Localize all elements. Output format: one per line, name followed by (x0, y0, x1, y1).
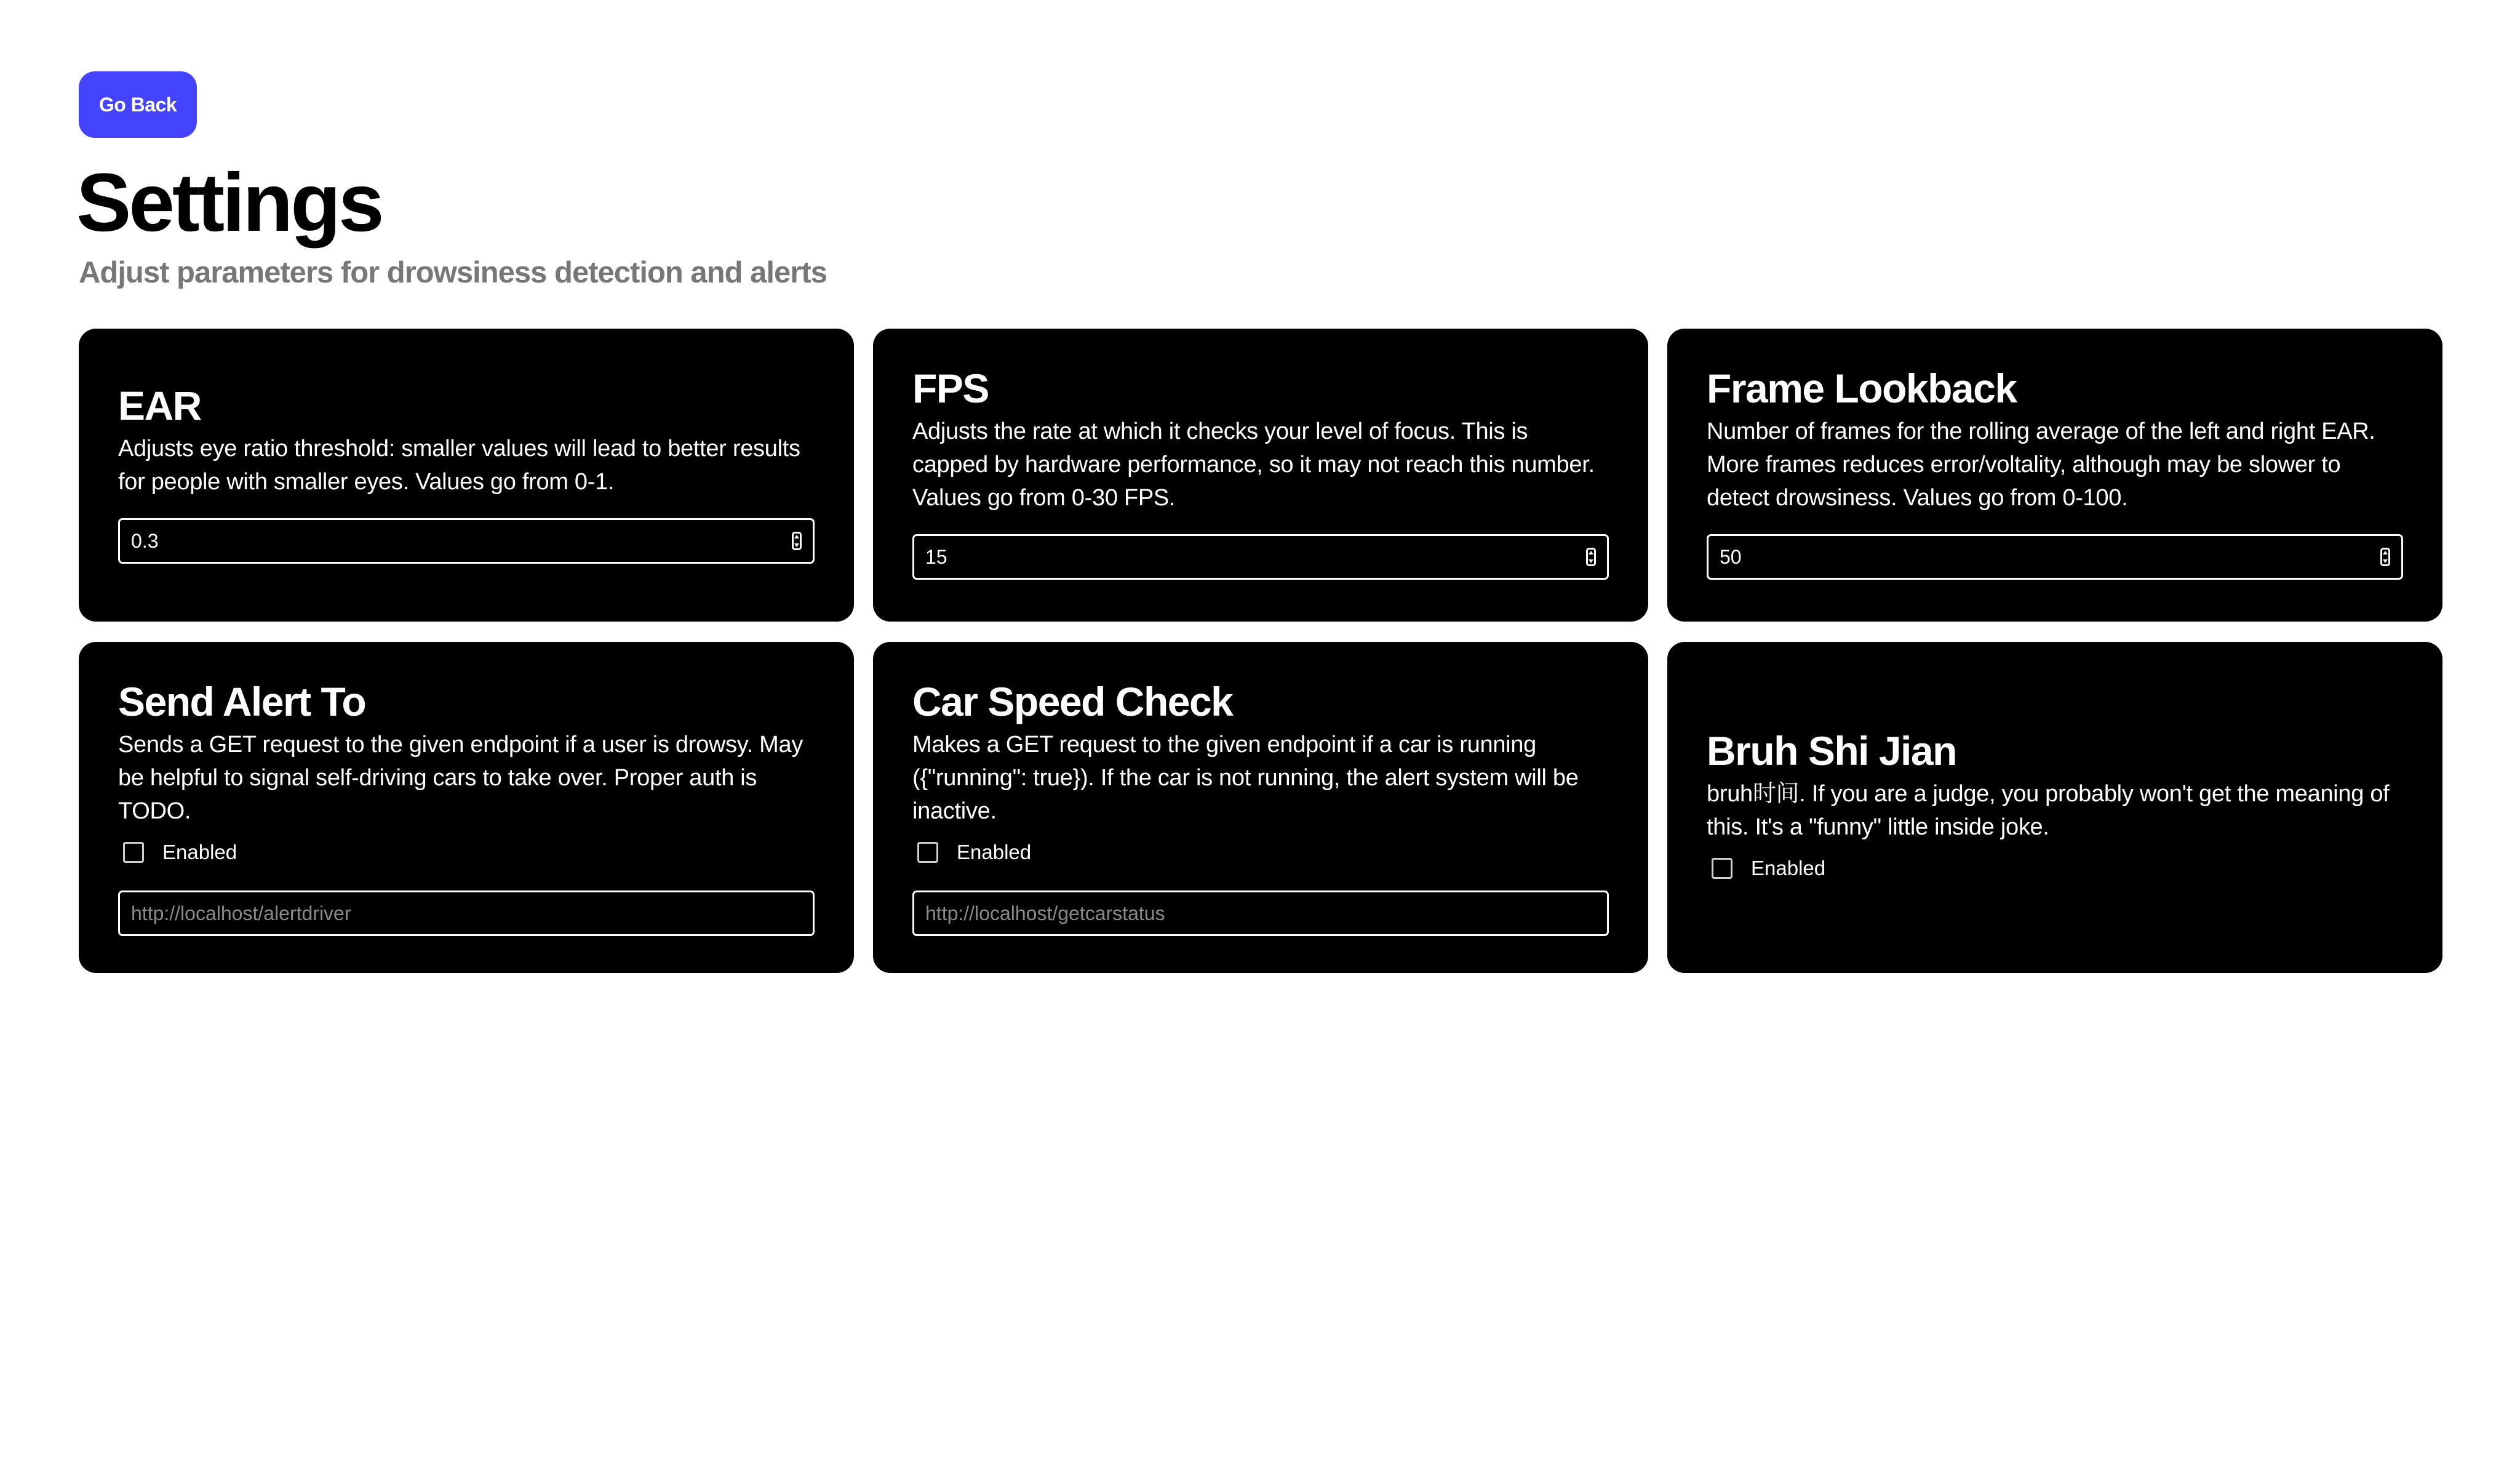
car-speed-enabled-label: Enabled (957, 841, 1032, 863)
bruh-description: bruh时间. If you are a judge, you probably won't get the meaning of this. It's a "funny" little inside joke. (1707, 781, 2390, 840)
fps-card (873, 329, 1648, 622)
page-title: Settings (76, 157, 382, 249)
bruh-enabled-row[interactable] (1707, 855, 2403, 882)
fps-title: FPS (912, 366, 989, 411)
car-speed-enabled-checkbox[interactable] (917, 842, 938, 863)
send-alert-url-input[interactable] (131, 902, 802, 925)
car-speed-card (873, 642, 1648, 973)
send-alert-description: Sends a GET request to the given endpoint if a user is drowsy. May be helpful to signal self-driving cars to take over. Proper auth is TODO. (118, 732, 803, 824)
frame-lookback-card (1667, 329, 2442, 622)
go-back-button[interactable]: Go Back (79, 71, 197, 138)
ear-title: EAR (118, 383, 201, 428)
ear-input-wrapper (118, 518, 815, 564)
ear-description: Adjusts eye ratio threshold: smaller values will lead to better results for people with smaller eyes. Values go from 0-1. (118, 436, 800, 495)
ear-stepper-icon[interactable] (792, 532, 802, 550)
send-alert-card (79, 642, 854, 973)
frame-lookback-input-wrapper (1707, 534, 2403, 580)
fps-input[interactable] (925, 546, 1586, 569)
send-alert-enabled-row[interactable] (118, 839, 815, 866)
fps-stepper-icon[interactable] (1586, 548, 1596, 566)
frame-lookback-input[interactable] (1720, 546, 2380, 569)
car-speed-url-wrapper (912, 891, 1609, 936)
frame-lookback-title: Frame Lookback (1707, 366, 2017, 411)
send-alert-title: Send Alert To (118, 679, 366, 724)
frame-lookback-stepper-icon[interactable] (2380, 548, 2390, 566)
car-speed-title: Car Speed Check (912, 679, 1233, 724)
car-speed-description: Makes a GET request to the given endpoint if a car is running ({"running": true}). If the car is not running, the alert system will be inactive. (912, 732, 1579, 824)
bruh-enabled-checkbox[interactable] (1712, 858, 1732, 879)
fps-input-wrapper (912, 534, 1609, 580)
car-speed-url-input[interactable] (925, 902, 1596, 925)
send-alert-enabled-label: Enabled (162, 841, 237, 863)
bruh-enabled-label: Enabled (1751, 857, 1826, 879)
ear-input[interactable] (131, 530, 792, 553)
car-speed-enabled-row[interactable] (912, 839, 1609, 866)
page-subtitle: Adjust parameters for drowsiness detection and alerts (79, 256, 827, 289)
send-alert-url-wrapper (118, 891, 815, 936)
frame-lookback-description: Number of frames for the rolling average of the left and right EAR. More frames reduces error/voltality, although may be slower to detect drowsiness. Values go from 0-100. (1707, 418, 2375, 511)
ear-card (79, 329, 854, 622)
bruh-card (1667, 642, 2442, 973)
bruh-title: Bruh Shi Jian (1707, 728, 1956, 774)
fps-description: Adjusts the rate at which it checks your level of focus. This is capped by hardware performance, so it may not reach this number. Values go from 0-30 FPS. (912, 418, 1595, 511)
send-alert-enabled-checkbox[interactable] (123, 842, 144, 863)
